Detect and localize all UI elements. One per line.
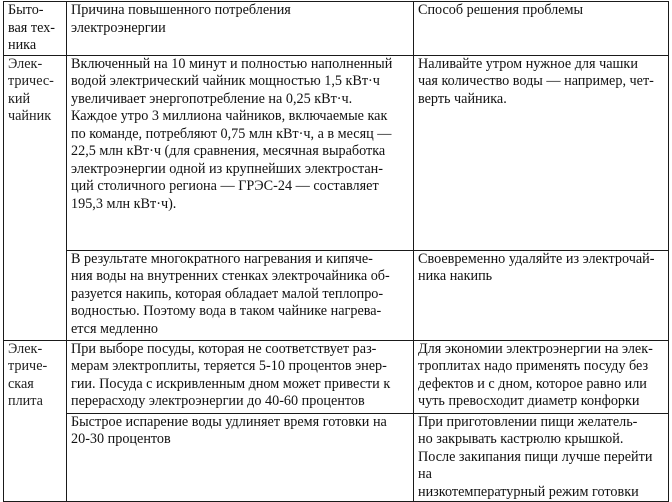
solution-cell bbox=[414, 413, 669, 502]
cause-text: В результате многократного нагревания и кипяче- ния воды на внутренних стенках электрочайника об- разуется накипь, которая обладает малой теплопро- водностью. Поэтому вода в таком чайнике нагрева- ется медленно bbox=[71, 250, 390, 337]
cause-text: При выборе посуды, которая не соответствует раз- мерам электроплиты, теряется 5-10 процентов энер- гии. Посуда с искривленным дном может привести к перерасходу электроэнергии до 40-60 процентов bbox=[71, 340, 391, 409]
appliance-label: Элек- тричес- кий чайник bbox=[8, 55, 54, 124]
table-body bbox=[4, 55, 669, 502]
appliance-cell-stove bbox=[4, 340, 67, 502]
header-cause bbox=[67, 2, 414, 56]
cause-text: Быстрое испарение воды удлиняет время готовки на 20-30 процентов bbox=[71, 413, 387, 447]
cause-cell bbox=[67, 55, 414, 250]
header-solution-text: Способ решения проблемы bbox=[418, 2, 584, 18]
solution-text: Своевременно удаляйте из электрочай- ника накипь bbox=[418, 250, 655, 284]
solution-text: Наливайте утром нужное для чашки чая количество воды — например, чет- верть чайника. bbox=[418, 55, 654, 107]
header-appliance-text: Быто- вая тех- ника bbox=[8, 2, 56, 53]
table-header bbox=[4, 2, 669, 56]
cause-cell bbox=[67, 340, 414, 413]
solution-cell bbox=[414, 55, 669, 250]
table-row bbox=[4, 413, 669, 502]
header-appliance bbox=[4, 2, 67, 56]
cause-cell bbox=[67, 250, 414, 340]
header-cause-text: Причина повышенного потребления электроэнергии bbox=[71, 2, 291, 36]
header-row bbox=[4, 2, 669, 56]
solution-cell bbox=[414, 340, 669, 413]
header-solution bbox=[414, 2, 669, 56]
cause-cell bbox=[67, 413, 414, 502]
solution-text: При приготовлении пищи желатель- но закрывать кастрюлю крышкой. После закипания пищи лучше перейти на низкотемпературный режим готовки bbox=[418, 413, 653, 500]
energy-consumption-table bbox=[3, 1, 669, 502]
table-row bbox=[4, 250, 669, 340]
appliance-cell-kettle bbox=[4, 55, 67, 340]
solution-cell bbox=[414, 250, 669, 340]
table-row bbox=[4, 340, 669, 413]
table-row bbox=[4, 55, 669, 250]
solution-text: Для экономии электроэнергии на элек- троплитах надо применять посуду без дефектов и с дном, которое равно или чуть превосходит диаметр конфорки bbox=[418, 340, 653, 409]
cause-text: Включенный на 10 минут и полностью наполненный водой электрический чайник мощностью 1,5 кВт·ч увеличивает энергопотребление на 0,25 кВт·ч. Каждое утро 3 миллиона чайников, включаемые как по команде, потребляют 0,75 млн кВт·ч, а в месяц — 22,5 млн кВт·ч (для сравнения, месячная выработка электроэнергии одной из крупнейших электростан- ций столичного региона — ГРЭС-24 — составляет 195,3 млн кВт·ч). bbox=[71, 55, 393, 212]
appliance-label: Элек- триче- ская плита bbox=[8, 340, 48, 409]
